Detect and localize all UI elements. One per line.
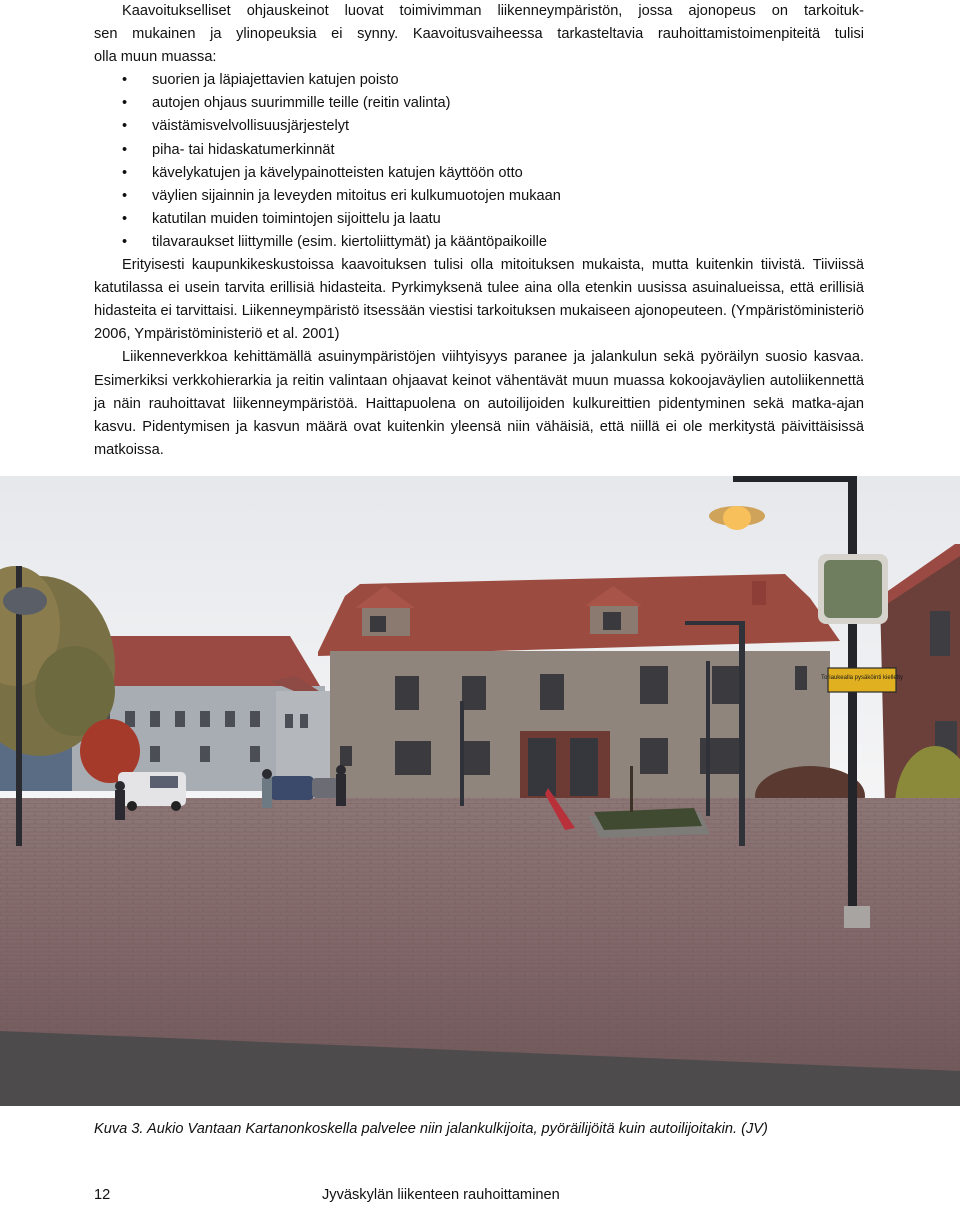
list-item: • suorien ja läpiajettavien katujen poisto bbox=[122, 69, 864, 92]
list-item: • kävelykatujen ja kävelypainotteisten katujen käyttöön otto bbox=[122, 162, 864, 185]
intro-line-2: sen mukainen ja ylinopeuksia ei synny. Kaavoitusvaiheessa tarkasteltavia rauhoittamistoimenpiteitä tulisi bbox=[94, 26, 864, 43]
intro-paragraph bbox=[94, 0, 864, 69]
traffic-mirror bbox=[818, 554, 888, 624]
list-item: • autojen ohjaus suurimmille teille (reitin valinta) bbox=[122, 92, 864, 115]
measures-list bbox=[94, 69, 864, 254]
intro-line-1: Kaavoitukselliset ohjauskeinot luovat toimivimman liikenneympäristön, jossa ajonopeus on tarkoituk- bbox=[122, 3, 864, 19]
sign-text: Toriaukealla pysäköinti kielletty bbox=[820, 675, 904, 681]
list-item: • katutilan muiden toimintojen sijoittelu ja laatu bbox=[122, 208, 864, 231]
intro-line-3: olla muun muassa: bbox=[94, 49, 217, 66]
paragraph-network: Liikenneverkkoa kehittämällä asuinympäristöjen viihtyisyys paranee ja jalankulun sekä pyöräilyn suosio kasvaa. Esimerkiksi verkkohierarkia ja reitin valintaan ohjaavat keinot vähentävät muun muassa kokoojaväylien autoliikennettä ja näin rauhoittavat liikenneympäristöä. Haittapuolena on autoilijoiden kulkureittien pidentyminen sekä matka-ajan kasvu. Pidentymisen ja kasvun määrä ovat kuitenkin yleensä niin vähäisiä, että niillä ei ole merkitystä päivittäisissä matkoissa. bbox=[94, 349, 864, 458]
list-item: • piha- tai hidaskatumerkinnät bbox=[122, 139, 864, 162]
body-text bbox=[94, 0, 864, 462]
no-parking-sign bbox=[821, 668, 903, 692]
square-photo bbox=[0, 476, 960, 1106]
running-footer-title: Jyväskylän liikenteen rauhoittaminen bbox=[322, 1187, 560, 1203]
list-item: • väylien sijainnin ja leveyden mitoitus eri kulkumuotojen mukaan bbox=[122, 185, 864, 208]
main-building bbox=[318, 574, 840, 799]
list-item: • väistämisvelvollisuusjärjestelyt bbox=[122, 115, 864, 138]
paragraph-city-centres: Erityisesti kaupunkikeskustoissa kaavoituksen tulisi olla mitoituksen mukaista, mutta kuitenkin tiivistä. Tiiviissä katutilassa ei usein tarvita erillisiä hidasteita. Pyrkimyksenä tulee aina olla etenkin uusissa asuinalueissa, että erillisiä hidasteita ei tarvittaisi. Liikenneympäristö itsessään viestisi tarkoituksen mukaiseen ajonopeuteen. (Ympäristöministeriö 2006, Ympäristöministeriö et al. 2001) bbox=[94, 257, 864, 343]
figure-caption: Kuva 3. Aukio Vantaan Kartanonkoskella palvelee niin jalankulkijoita, pyöräilijöitä kuin autoilijoitakin. (JV) bbox=[94, 1121, 768, 1137]
list-item: • tilavaraukset liittymille (esim. kiertoliittymät) ja kääntöpaikoille bbox=[122, 231, 864, 254]
page-number: 12 bbox=[94, 1187, 111, 1203]
